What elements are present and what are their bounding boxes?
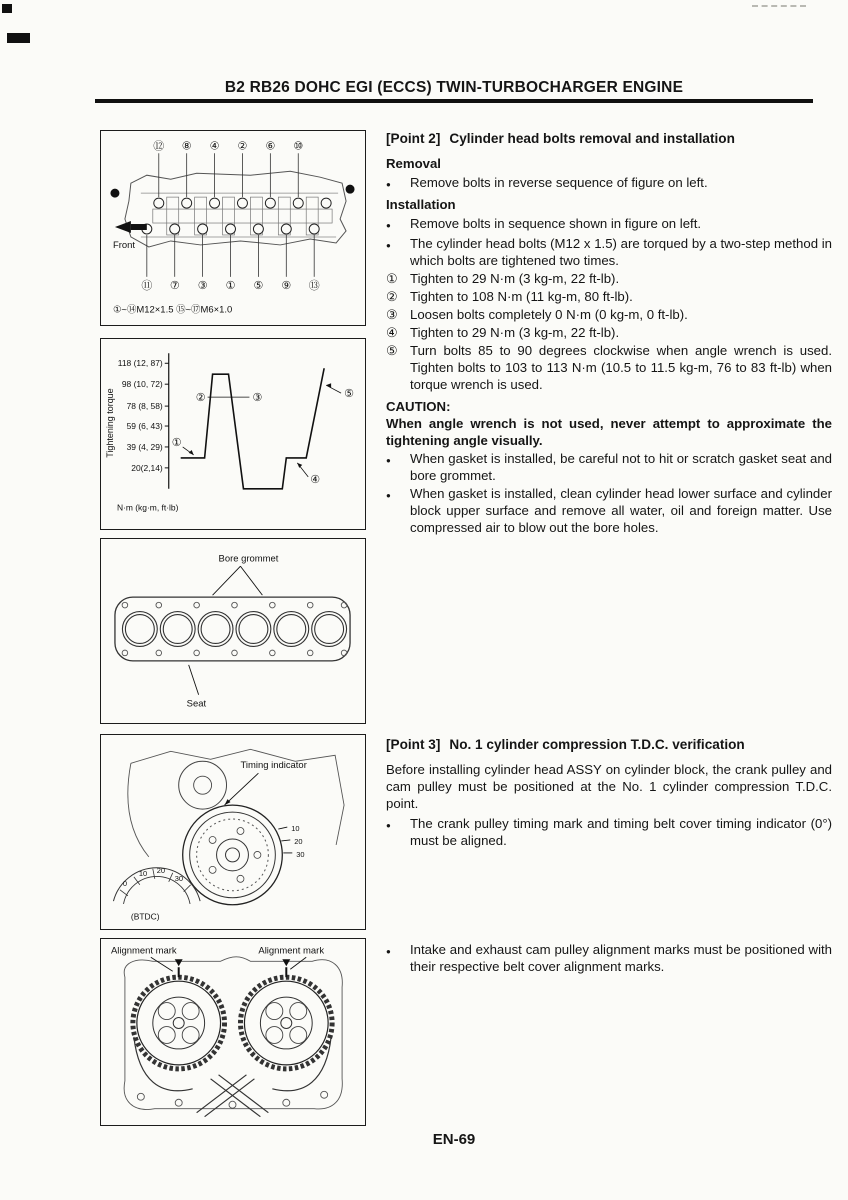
- torque-step: [386, 306, 832, 323]
- timing-indicator-leader: [225, 773, 259, 805]
- figure-crank-pulley-timing-indicator: [100, 734, 366, 930]
- btdc-tick-label: 0: [122, 878, 128, 888]
- front-label: Front: [112, 239, 136, 251]
- bullet-text: When gasket is installed, clean cylinder head lower surface and cylinder block upper surface and remove all water, oil and foreign matter. Use compressed air to blow out the bore holes.: [410, 486, 832, 535]
- bolt-number-label: ⑬: [308, 279, 320, 292]
- figure-head-gasket-bore-grommet: [100, 538, 366, 724]
- bolt-number-label: ③: [197, 279, 208, 292]
- seat-label: Seat: [186, 698, 207, 710]
- head-bolts: [142, 198, 331, 234]
- bullet-text: When gasket is installed, be careful not to hit or scratch gasket seat and bore grommet.: [410, 451, 832, 483]
- bullet-text: Remove bolts in reverse sequence of figure on left.: [410, 175, 708, 190]
- bullet-text: The crank pulley timing mark and timing belt cover timing indicator (0°) must be aligned.: [410, 816, 832, 848]
- left-cam-sprocket: [133, 967, 225, 1069]
- grommet-leaders: [213, 566, 263, 595]
- m6-bolt-dot-right: [346, 185, 355, 194]
- bolt-holes: [122, 602, 347, 655]
- step-number: ②: [386, 289, 398, 304]
- timing-indicator-label: Timing indicator: [240, 760, 307, 772]
- step-number: ③: [386, 307, 398, 322]
- removal-heading: Removal: [386, 156, 441, 171]
- bullet-icon: ●: [386, 241, 391, 250]
- bore-grommet-label: Bore grommet: [218, 553, 279, 565]
- point3-label: [Point 3]: [386, 737, 441, 752]
- step-annotation: ③: [252, 392, 263, 405]
- point3-section: [386, 736, 832, 850]
- list-item: [386, 235, 832, 269]
- cover-alignment-notch-right: [282, 959, 290, 966]
- caution-statement: When angle wrench is not used, never attempt to approximate the tightening angle visually.: [386, 416, 832, 448]
- torque-step: [386, 342, 832, 393]
- y-tick-label: 98 (10, 72): [121, 379, 163, 390]
- scan-mark-left-bar: [7, 33, 30, 43]
- bolt-number-label: ⑫: [153, 140, 165, 153]
- step-text: Tighten to 29 N·m (3 kg-m, 22 ft-lb).: [410, 325, 620, 340]
- y-axis-title: Tightening torque: [104, 388, 115, 458]
- right-cam-sprocket: [240, 967, 332, 1069]
- upper-sprocket-hub: [194, 776, 212, 794]
- step-annotation: ①: [171, 436, 182, 449]
- degree-label: 20: [294, 836, 303, 846]
- top-callout-leaders: [159, 153, 298, 197]
- annotation-arrowhead: [297, 463, 302, 468]
- front-arrow-icon: [115, 221, 131, 233]
- cover-alignment-notch-left: [175, 959, 183, 966]
- step-number: ①: [386, 271, 398, 286]
- step-number: ④: [386, 325, 398, 340]
- y-tick-label: 20(2,14): [131, 462, 163, 473]
- alignment-drawing: [101, 939, 364, 1124]
- timing-drawing: [101, 735, 364, 928]
- point2-title: [386, 130, 832, 147]
- step-text: Tighten to 29 N·m (3 kg-m, 22 ft-lb).: [410, 271, 620, 286]
- annotation-arrowhead: [189, 450, 194, 455]
- y-tick-label: 118 (12, 87): [117, 358, 163, 369]
- point3-continued: [386, 940, 832, 976]
- y-tick-label: 78 (8, 58): [126, 401, 163, 412]
- scan-mark-top-left: [2, 4, 12, 13]
- y-tick-label: 39 (4, 29): [126, 441, 163, 452]
- point3-intro: Before installing cylinder head ASSY on cylinder block, the crank pulley and cam pulley must be positioned at the No. 1 cylinder compression T.D.C. point.: [386, 762, 832, 811]
- installation-heading: Installation: [386, 197, 456, 212]
- bullet-text: Intake and exhaust cam pulley alignment marks must be positioned with their respective belt cover alignment marks.: [410, 942, 832, 974]
- bolt-number-label: ④: [209, 140, 220, 153]
- bolt-size-caption: ①~⑭M12×1.5 ⑮~⑰M6×1.0: [112, 304, 233, 316]
- list-item: [386, 450, 832, 484]
- step-annotation: ④: [310, 473, 321, 486]
- figure-cylinder-head-bolt-sequence: [100, 130, 366, 326]
- step-text: Loosen bolts completely 0 N·m (0 kg-m, 0 ft-lb).: [410, 307, 688, 322]
- bullet-icon: ●: [386, 180, 391, 189]
- bolt-number-label: ⑪: [141, 279, 153, 292]
- page-title: B2 RB26 DOHC EGI (ECCS) TWIN-TURBOCHARGER ENGINE: [224, 79, 684, 96]
- list-item: [386, 941, 832, 975]
- btdc-tick-label: 30: [174, 873, 184, 883]
- belt-cover-outline: [131, 749, 344, 845]
- crank-pulley: [183, 805, 283, 905]
- list-item: [386, 215, 832, 234]
- belt-cover-edge: [128, 763, 149, 857]
- bullet-icon: ●: [386, 821, 391, 830]
- bullet-icon: ●: [386, 947, 391, 956]
- scan-mark-top-right: [752, 5, 806, 7]
- degree-label: 30: [296, 849, 305, 859]
- alignment-mark-label-right: Alignment mark: [258, 945, 325, 957]
- caution-heading: CAUTION:: [386, 399, 451, 414]
- btdc-tick-label: 10: [138, 868, 148, 878]
- timing-belt: [134, 1037, 331, 1117]
- gasket-drawing: [101, 539, 364, 722]
- bolt-number-label: ⑥: [265, 140, 276, 153]
- list-item: [386, 815, 832, 849]
- list-item: [386, 485, 832, 536]
- bullet-icon: ●: [386, 456, 391, 465]
- torque-step: [386, 288, 832, 305]
- point2-label: [Point 2]: [386, 131, 441, 146]
- bullet-text: The cylinder head bolts (M12 x 1.5) are torqued by a two-step method in which bolts are tightened two times.: [410, 236, 832, 268]
- m6-bolt-dot-left: [110, 189, 119, 198]
- bolt-number-label: ⑩: [293, 140, 304, 153]
- list-item: [386, 174, 832, 193]
- step-text: Tighten to 108 N·m (11 kg-m, 80 ft-lb).: [410, 289, 633, 304]
- bullet-icon: ●: [386, 221, 391, 230]
- point3-title-text: No. 1 cylinder compression T.D.C. verification: [449, 737, 745, 752]
- upper-sprocket: [179, 761, 227, 809]
- bolt-number-label: ⑧: [181, 140, 192, 153]
- btdc-label: (BTDC): [130, 911, 160, 922]
- bolt-sequence-drawing: [101, 131, 364, 324]
- figure-cam-pulley-alignment-marks: [100, 938, 366, 1126]
- page-number: EN-69: [432, 1131, 476, 1148]
- bolt-number-label: ⑤: [253, 279, 264, 292]
- torque-chart-drawing: [101, 339, 364, 528]
- bore-circles: [122, 612, 346, 647]
- step-text: Turn bolts 85 to 90 degrees clockwise when angle wrench is used. Tighten bolts to 103 to 113 N·m (10.5 to 11.5 kg-m, 76 to 83 ft-lb) when torque wrench is used.: [410, 343, 832, 392]
- point2-title-text: Cylinder head bolts removal and installation: [449, 131, 735, 146]
- point2-section: [386, 130, 832, 537]
- torque-step: [386, 270, 832, 287]
- alignment-leader-left: [151, 957, 173, 971]
- front-arrow-tail: [131, 224, 147, 230]
- btdc-tick-label: 20: [156, 865, 166, 875]
- step-number: ⑤: [386, 343, 398, 358]
- bullet-icon: ●: [386, 491, 391, 500]
- bullet-text: Remove bolts in sequence shown in figure on left.: [410, 216, 702, 231]
- alignment-mark-label-left: Alignment mark: [110, 945, 177, 957]
- cover-bolts: [137, 1091, 327, 1108]
- alignment-leader-right: [290, 957, 306, 969]
- bolt-number-label: ②: [237, 140, 248, 153]
- point3-title: [386, 736, 832, 753]
- torque-step: [386, 324, 832, 341]
- y-tick-label: 59 (6, 43): [126, 421, 163, 432]
- header-rule: [95, 99, 813, 103]
- bolt-number-label: ⑦: [169, 279, 180, 292]
- torque-profile-line: [181, 368, 324, 489]
- figure-tightening-torque-chart: [100, 338, 366, 530]
- bolt-number-label: ⑨: [281, 279, 292, 292]
- unit-note: N·m (kg·m, ft·lb): [116, 502, 179, 513]
- step-annotation: ⑤: [344, 388, 354, 401]
- bolt-number-label: ①: [225, 279, 236, 292]
- degree-label: 10: [291, 824, 300, 834]
- step-annotation: ②: [195, 392, 206, 405]
- seat-leader: [189, 665, 199, 695]
